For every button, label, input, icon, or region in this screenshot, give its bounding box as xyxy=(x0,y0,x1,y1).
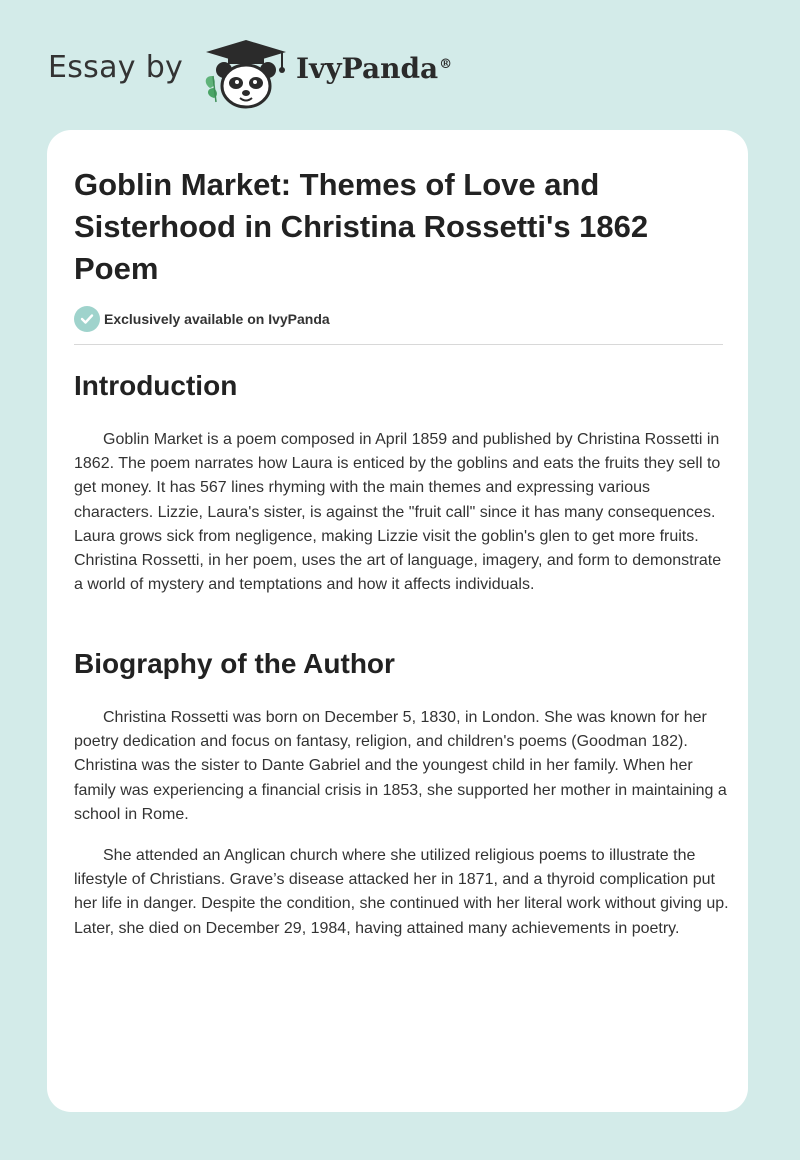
registered-mark: ® xyxy=(439,56,453,72)
exclusive-label: Exclusively available on IvyPanda xyxy=(104,311,330,327)
check-circle-icon xyxy=(74,306,100,332)
brand-prefix: Essay by xyxy=(48,50,184,85)
divider xyxy=(74,344,723,345)
site-header xyxy=(0,0,800,130)
essay-title: Goblin Market: Themes of Love and Sisterhood in Christina Rossetti's 1862 Poem xyxy=(74,167,649,286)
section-heading-introduction: Introduction xyxy=(74,370,238,401)
essay-card xyxy=(47,130,748,1112)
panda-graduate-icon[interactable] xyxy=(200,36,292,110)
paragraph-biography-2: She attended an Anglican church where she utilized religious poems to illustrate the lifestyle of Christians. Grave’s disease attacked her in 1871, and a thyroid complication put her life in danger. Despite the condition, she continued with her literal work without giving up. Later, she died on December 29, 1984, having attained many achievements in poetry. xyxy=(74,847,729,937)
exclusive-badge xyxy=(74,306,330,332)
paragraph-introduction: Goblin Market is a poem composed in April 1859 and published by Christina Rossetti in 1862. The poem narrates how Laura is enticed by the goblins and eats the fruits they sell to get money. It has 567 lines rhyming with the main themes and expressing various characters. Lizzie, Laura's sister, is against the "fruit call" since it has many consequences. Laura grows sick from negligence, making Lizzie visit the goblin's glen to get more fruits. Christina Rossetti, in her poem, uses the art of language, imagery, and form to demonstrate a world of mystery and temptations and how it affects individuals. xyxy=(74,431,722,594)
paragraph-biography-1: Christina Rossetti was born on December 5, 1830, in London. She was known for her poetry dedication and focus on fantasy, religion, and children's poems (Goodman 182). Christina was the sister to Dante Gabriel and the youngest child in her family. When her family was experiencing a financial crisis in 1853, she supported her mother in maintaining a school in Rome. xyxy=(74,709,727,823)
section-heading-biography: Biography of the Author xyxy=(74,648,395,679)
brand-name[interactable]: IvyPanda® xyxy=(296,52,453,85)
